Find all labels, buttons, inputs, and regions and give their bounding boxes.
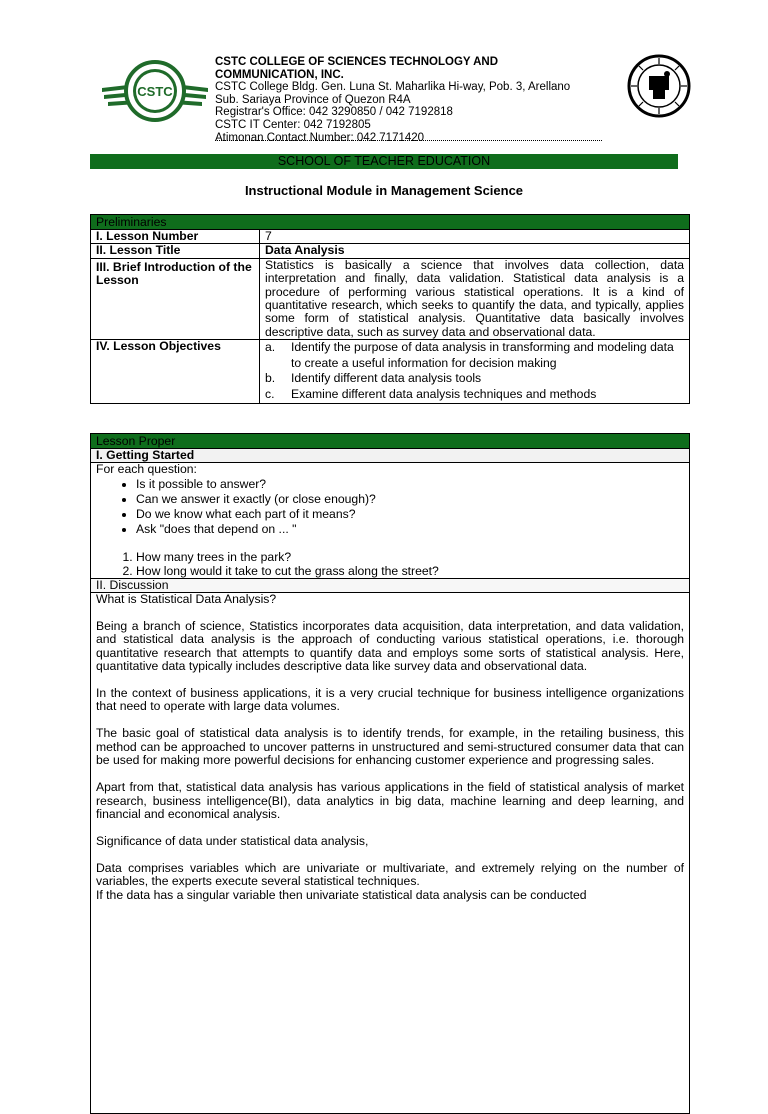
intro-label: III. Brief Introduction of the Lesson — [91, 258, 260, 339]
org-info — [215, 56, 625, 144]
logo-text: CSTC — [137, 84, 173, 99]
table-row — [91, 258, 690, 339]
teacher-education-seal — [627, 54, 691, 118]
discussion-paragraph: Apart from that, statistical data analysis has various applications in the field of statistical analysis of market research, business intelligence(BI), data analytics in big data, machine learning and deep learning, and financial and economical analysis. — [96, 780, 684, 821]
it-center-phone: CSTC IT Center: 042 7192805 — [215, 118, 371, 131]
atimonan-phone: Atimonan Contact Number: 042 7171420 — [215, 131, 425, 144]
discussion-heading: II. Discussion — [91, 578, 690, 592]
lesson-number-value: 7 — [260, 230, 690, 244]
getting-started-content — [91, 463, 690, 578]
cstc-logo — [100, 58, 210, 124]
lesson-title-label: II. Lesson Title — [91, 244, 260, 258]
table-row — [91, 340, 690, 403]
objective-item: a. Identify the purpose of data analysis in transforming and modeling data to create a useful information for decision making — [265, 340, 674, 370]
list-item: • Can we answer it exactly (or close enough)? — [136, 492, 684, 507]
discussion-paragraph: The basic goal of statistical data analysis is to identify trends, for example, in the retailing business, this method can be approached to uncover patterns in unstructured and semi-structured consumer data that can be used for making more powerful decisions for enhancing customer experience and progressing sales. — [96, 726, 684, 768]
for-each-label: For each question: — [96, 462, 197, 477]
school-banner: SCHOOL OF TEACHER EDUCATION — [90, 154, 678, 169]
list-item: • Do we know what each part of it means? — [136, 507, 684, 522]
intro-value: Statistics is basically a science that involves data collection, data interpretation and finally, data validation. Statistical data analysis is a procedure of performing various statistical operations. It is a kind of quantitative research, which seeks to quantify the data, and typically, applies some form of statistical analysis. Quantitative data basically involves descriptive data, such as survey data and observational data. — [260, 258, 690, 339]
list-item: • Is it possible to answer? — [136, 477, 684, 492]
document-header — [0, 0, 768, 168]
table-row — [91, 244, 690, 258]
objective-item: b. Identify different data analysis tools — [265, 371, 482, 386]
discussion-paragraph: Significance of data under statistical data analysis, — [96, 833, 369, 848]
list-item: 2. How long would it take to cut the grass along the street? — [136, 564, 684, 578]
lesson-proper-table — [90, 433, 690, 1114]
org-name-line-1: CSTC COLLEGE OF SCIENCES TECHNOLOGY AND — [215, 56, 499, 68]
address-line-1: CSTC College Bldg. Gen. Luna St. Maharlika Hi-way, Pob. 3, Arellano — [215, 81, 571, 94]
numbered-questions — [96, 550, 684, 578]
objective-item: c. Examine different data analysis techniques and methods — [265, 387, 597, 402]
discussion-paragraph: In the context of business applications, it is a very crucial technique for business intelligence organizations that need to operate with large data volumes. — [96, 686, 684, 714]
discussion-paragraph: Data comprises variables which are univariate or multivariate, and extremely relying on the number of variables, the experts execute several statistical techniques. — [96, 860, 684, 889]
table-row — [91, 230, 690, 244]
dotted-divider — [215, 140, 602, 141]
preliminaries-table — [90, 214, 690, 404]
question-bullets — [96, 477, 684, 538]
discussion-paragraph: Being a branch of science, Statistics incorporates data acquisition, data interpretation, and data validation, and statistical data analysis is the approach of conducting various statistical operations, i.e. thorough quantitative research that attempts to quantify data and employs some sorts of statistical analysis. Here, quantitative data typically includes descriptive data like survey data and observational data. — [96, 618, 684, 674]
discussion-content — [91, 593, 690, 1114]
preliminaries-heading: Preliminaries — [91, 215, 690, 230]
list-item: 1. How many trees in the park? — [136, 550, 684, 564]
lesson-title-value: Data Analysis — [260, 244, 690, 258]
discussion-question: What is Statistical Data Analysis? — [96, 592, 277, 607]
lesson-proper-heading: Lesson Proper — [91, 434, 690, 449]
list-item: • Ask "does that depend on ... " — [136, 522, 684, 537]
org-name-line-2: COMMUNICATION, INC. — [215, 68, 344, 81]
objectives-label: IV. Lesson Objectives — [91, 340, 260, 403]
objectives-list — [260, 340, 690, 403]
module-title: Instructional Module in Management Science — [244, 183, 524, 198]
lesson-number-label: I. Lesson Number — [91, 230, 260, 244]
getting-started-heading: I. Getting Started — [91, 449, 690, 463]
address-line-2: Sub. Sariaya Province of Quezon R4A — [215, 93, 411, 106]
registrar-phone: Registrar's Office: 042 3290850 / 042 7192818 — [215, 106, 453, 119]
discussion-paragraph: If the data has a singular variable then univariate statistical data analysis can be conducted — [96, 887, 587, 902]
